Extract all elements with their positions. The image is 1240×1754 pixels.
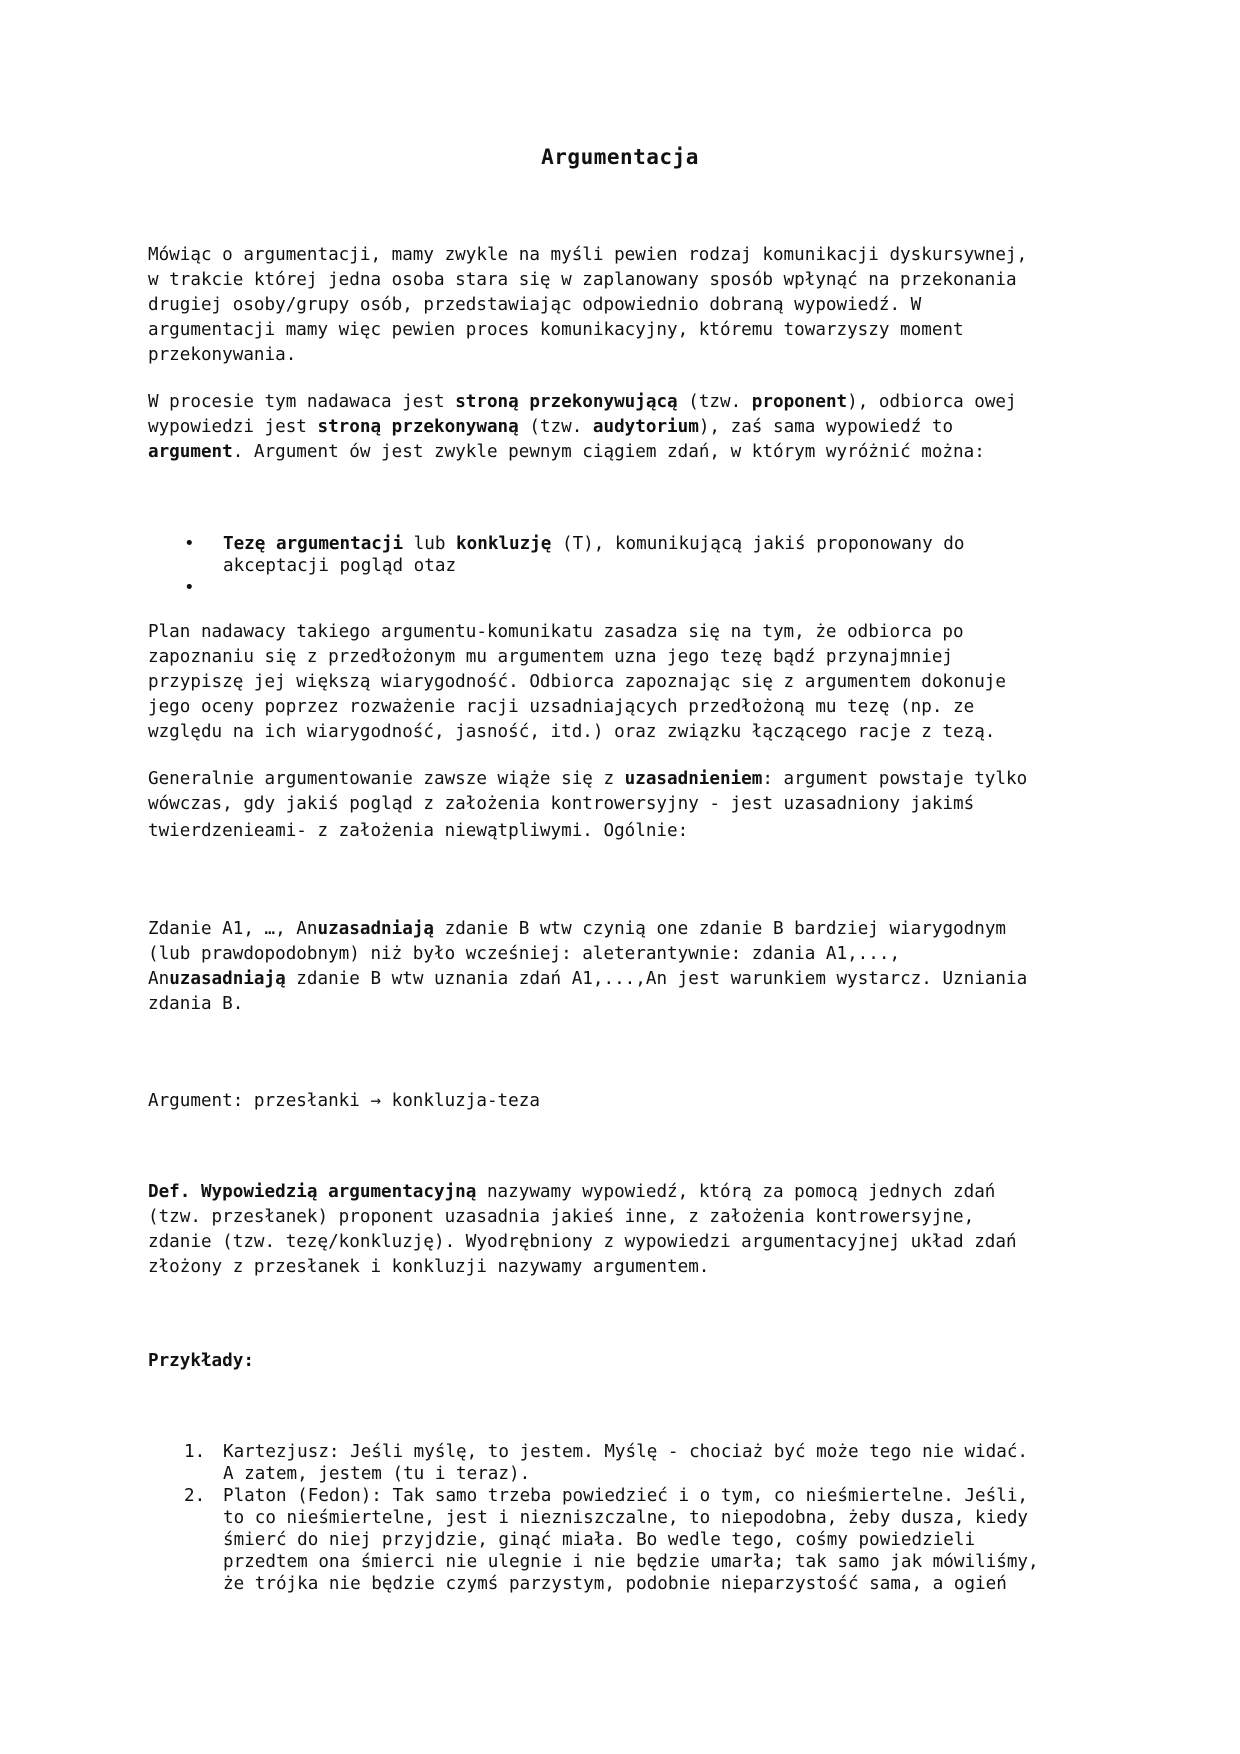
text-run: wypowiedzi jest bbox=[148, 417, 318, 437]
bold-term: konkluzję bbox=[456, 534, 552, 554]
text-line: Platon (Fedon): Tak samo trzeba powiedzieć i o tym, co nieśmiertelne. Jeśli, bbox=[223, 1486, 1029, 1506]
text-line: względu na ich wiarygodność, jasność, itd.) oraz związku łączącego racje z tezą. bbox=[148, 722, 996, 742]
bold-term: stroną przekonywaną bbox=[317, 417, 519, 437]
text-line: przypiszę jej większą wiarygodność. Odbiorca zapoznając się z argumentem dokonuje bbox=[148, 672, 1006, 692]
text-line: (lub prawdopodobnym) niż było wcześniej: aleterantywnie: zdania A1,..., bbox=[148, 944, 901, 964]
text-line: to co nieśmiertelne, jest i niezniszczalne, to niepodobna, żeby dusza, kiedy bbox=[223, 1508, 1029, 1528]
text-line: zdania B. bbox=[148, 994, 244, 1014]
paragraph-intro bbox=[148, 243, 1108, 368]
bold-term: uzasadnieniem bbox=[624, 769, 763, 789]
text-line bbox=[148, 967, 1108, 992]
bold-term: uzasadniają bbox=[169, 969, 286, 989]
bold-term: audytorium bbox=[592, 417, 699, 437]
text-line bbox=[223, 577, 1108, 599]
text-line bbox=[148, 440, 1108, 465]
text-line: akceptacji pogląd otaz bbox=[223, 556, 457, 576]
text-line: zapoznaniu się z przedłożonym mu argumentem uzna jego tezę bądź przynajmniej bbox=[148, 647, 954, 667]
document-title: Argumentacja bbox=[541, 145, 699, 169]
text-line bbox=[148, 917, 1108, 942]
bold-term: argument bbox=[148, 442, 233, 462]
text-line bbox=[148, 390, 1108, 415]
text-line: Mówiąc o argumentacji, mamy zwykle na myśli pewien rodzaj komunikacji dyskursywnej, bbox=[148, 245, 1028, 265]
text-line: (tzw. przesłanek) proponent uzasadnia jakieś inne, z założenia kontrowersyjne, bbox=[148, 1207, 975, 1227]
text-run: nazywamy wypowiedź, którą za pomocą jednych zdań bbox=[476, 1182, 996, 1202]
list-number: 1. bbox=[184, 1442, 206, 1462]
list-item bbox=[148, 1441, 1108, 1485]
text-line: przekonywania. bbox=[148, 345, 297, 365]
text-line: jego oceny poprzez rozważenie racji uzsadniających przedłożoną mu tezę (np. ze bbox=[148, 697, 975, 717]
list-item bbox=[148, 1485, 1108, 1595]
section-heading: Przykłady: bbox=[148, 1351, 254, 1371]
paragraph-argument-formula bbox=[148, 1089, 1108, 1114]
bold-term: uzasadniają bbox=[317, 919, 435, 939]
text-line: drugiej osoby/grupy osób, przedstawiając odpowiednio dobraną wypowiedź. W bbox=[148, 295, 922, 315]
text-run: Generalnie argumentowanie zawsze wiąże się z bbox=[148, 769, 625, 789]
text-run: . Argument ów jest zwykle pewnym ciągiem zdań, w którym wyróżnić można: bbox=[232, 442, 985, 462]
paragraph-plan bbox=[148, 620, 1108, 745]
bullet-list bbox=[148, 533, 1108, 599]
text-line: twierdzenieami- z założenia niewątpliwymi. Ogólnie: bbox=[148, 821, 689, 841]
text-line: że trójka nie będzie czymś parzystym, podobnie nieparzystość sama, a ogień bbox=[223, 1574, 1007, 1594]
bullet-icon: • bbox=[184, 578, 195, 598]
text-run: ), odbiorca owej bbox=[847, 392, 1017, 412]
text-line: wówczas, gdy jakiś pogląd z założenia kontrowersyjny - jest uzasadniony jakimś bbox=[148, 794, 975, 814]
text-run: : argument powstaje tylko bbox=[762, 769, 1028, 789]
text-run: lub bbox=[403, 534, 457, 554]
text-line: Kartezjusz: Jeśli myślę, to jestem. Myślę - chociaż być może tego nie widać. bbox=[223, 1442, 1029, 1462]
text-line: złożony z przesłanek i konkluzji nazywamy argumentem. bbox=[148, 1257, 710, 1277]
bold-term: Tezę argumentacji bbox=[223, 534, 404, 554]
text-run: zdanie B wtw uznania zdań A1,...,An jest warunkiem wystarcz. Uzniania bbox=[285, 969, 1028, 989]
text-line: Argument: przesłanki → konkluzja-teza bbox=[148, 1091, 540, 1111]
text-run: W procesie tym nadawaca jest bbox=[148, 392, 456, 412]
text-line bbox=[148, 1180, 1108, 1205]
text-line bbox=[148, 767, 1108, 792]
text-line: A zatem, jestem (tu i teraz). bbox=[223, 1464, 531, 1484]
text-line: zdanie (tzw. tezę/konkluzję). Wyodrębniony z wypowiedzi argumentacyjnej układ zdań bbox=[148, 1232, 1017, 1252]
text-line: w trakcie której jedna osoba stara się w zaplanowany sposób wpłynąć na przekonania bbox=[148, 270, 1017, 290]
text-line bbox=[223, 533, 1108, 555]
list-item bbox=[148, 577, 1108, 599]
text-run: (tzw. bbox=[518, 417, 593, 437]
text-run: zdanie B wtw czynią one zdanie B bardziej wiarygodnym bbox=[434, 919, 1007, 939]
bold-term: Def. Wypowiedzią argumentacyjną bbox=[148, 1182, 477, 1202]
text-line: Plan nadawacy takiego argumentu-komunikatu zasadza się na tym, że odbiorca po bbox=[148, 622, 964, 642]
list-number: 2. bbox=[184, 1486, 206, 1506]
text-run: ), zaś sama wypowiedź to bbox=[698, 417, 954, 437]
bullet-icon: • bbox=[184, 534, 195, 554]
text-run: An bbox=[148, 969, 170, 989]
text-run: (T), komunikującą jakiś proponowany do bbox=[551, 534, 965, 554]
text-run: Zdanie A1, …, An bbox=[148, 919, 318, 939]
text-line: przedtem ona śmierci nie ulegnie i nie będzie umarła; tak samo jak mówiliśmy, bbox=[223, 1552, 1039, 1572]
text-run: (tzw. bbox=[677, 392, 752, 412]
text-line: śmierć do niej przyjdzie, ginąć miała. Bo wedle tego, cośmy powiedzieli bbox=[223, 1530, 976, 1550]
list-item bbox=[148, 533, 1108, 577]
examples-list bbox=[148, 1441, 1108, 1595]
paragraph-process bbox=[148, 390, 1108, 465]
bold-term: stroną przekonywującą bbox=[455, 392, 678, 412]
bold-term: proponent bbox=[751, 392, 848, 412]
text-line: argumentacji mamy więc pewien proces komunikacyjny, któremu towarzyszy moment bbox=[148, 320, 964, 340]
text-line bbox=[148, 415, 1108, 440]
paragraph-justification bbox=[148, 767, 1108, 844]
paragraph-definition-justify bbox=[148, 917, 1108, 1017]
paragraph-definition bbox=[148, 1180, 1108, 1280]
examples-heading bbox=[148, 1349, 1108, 1374]
